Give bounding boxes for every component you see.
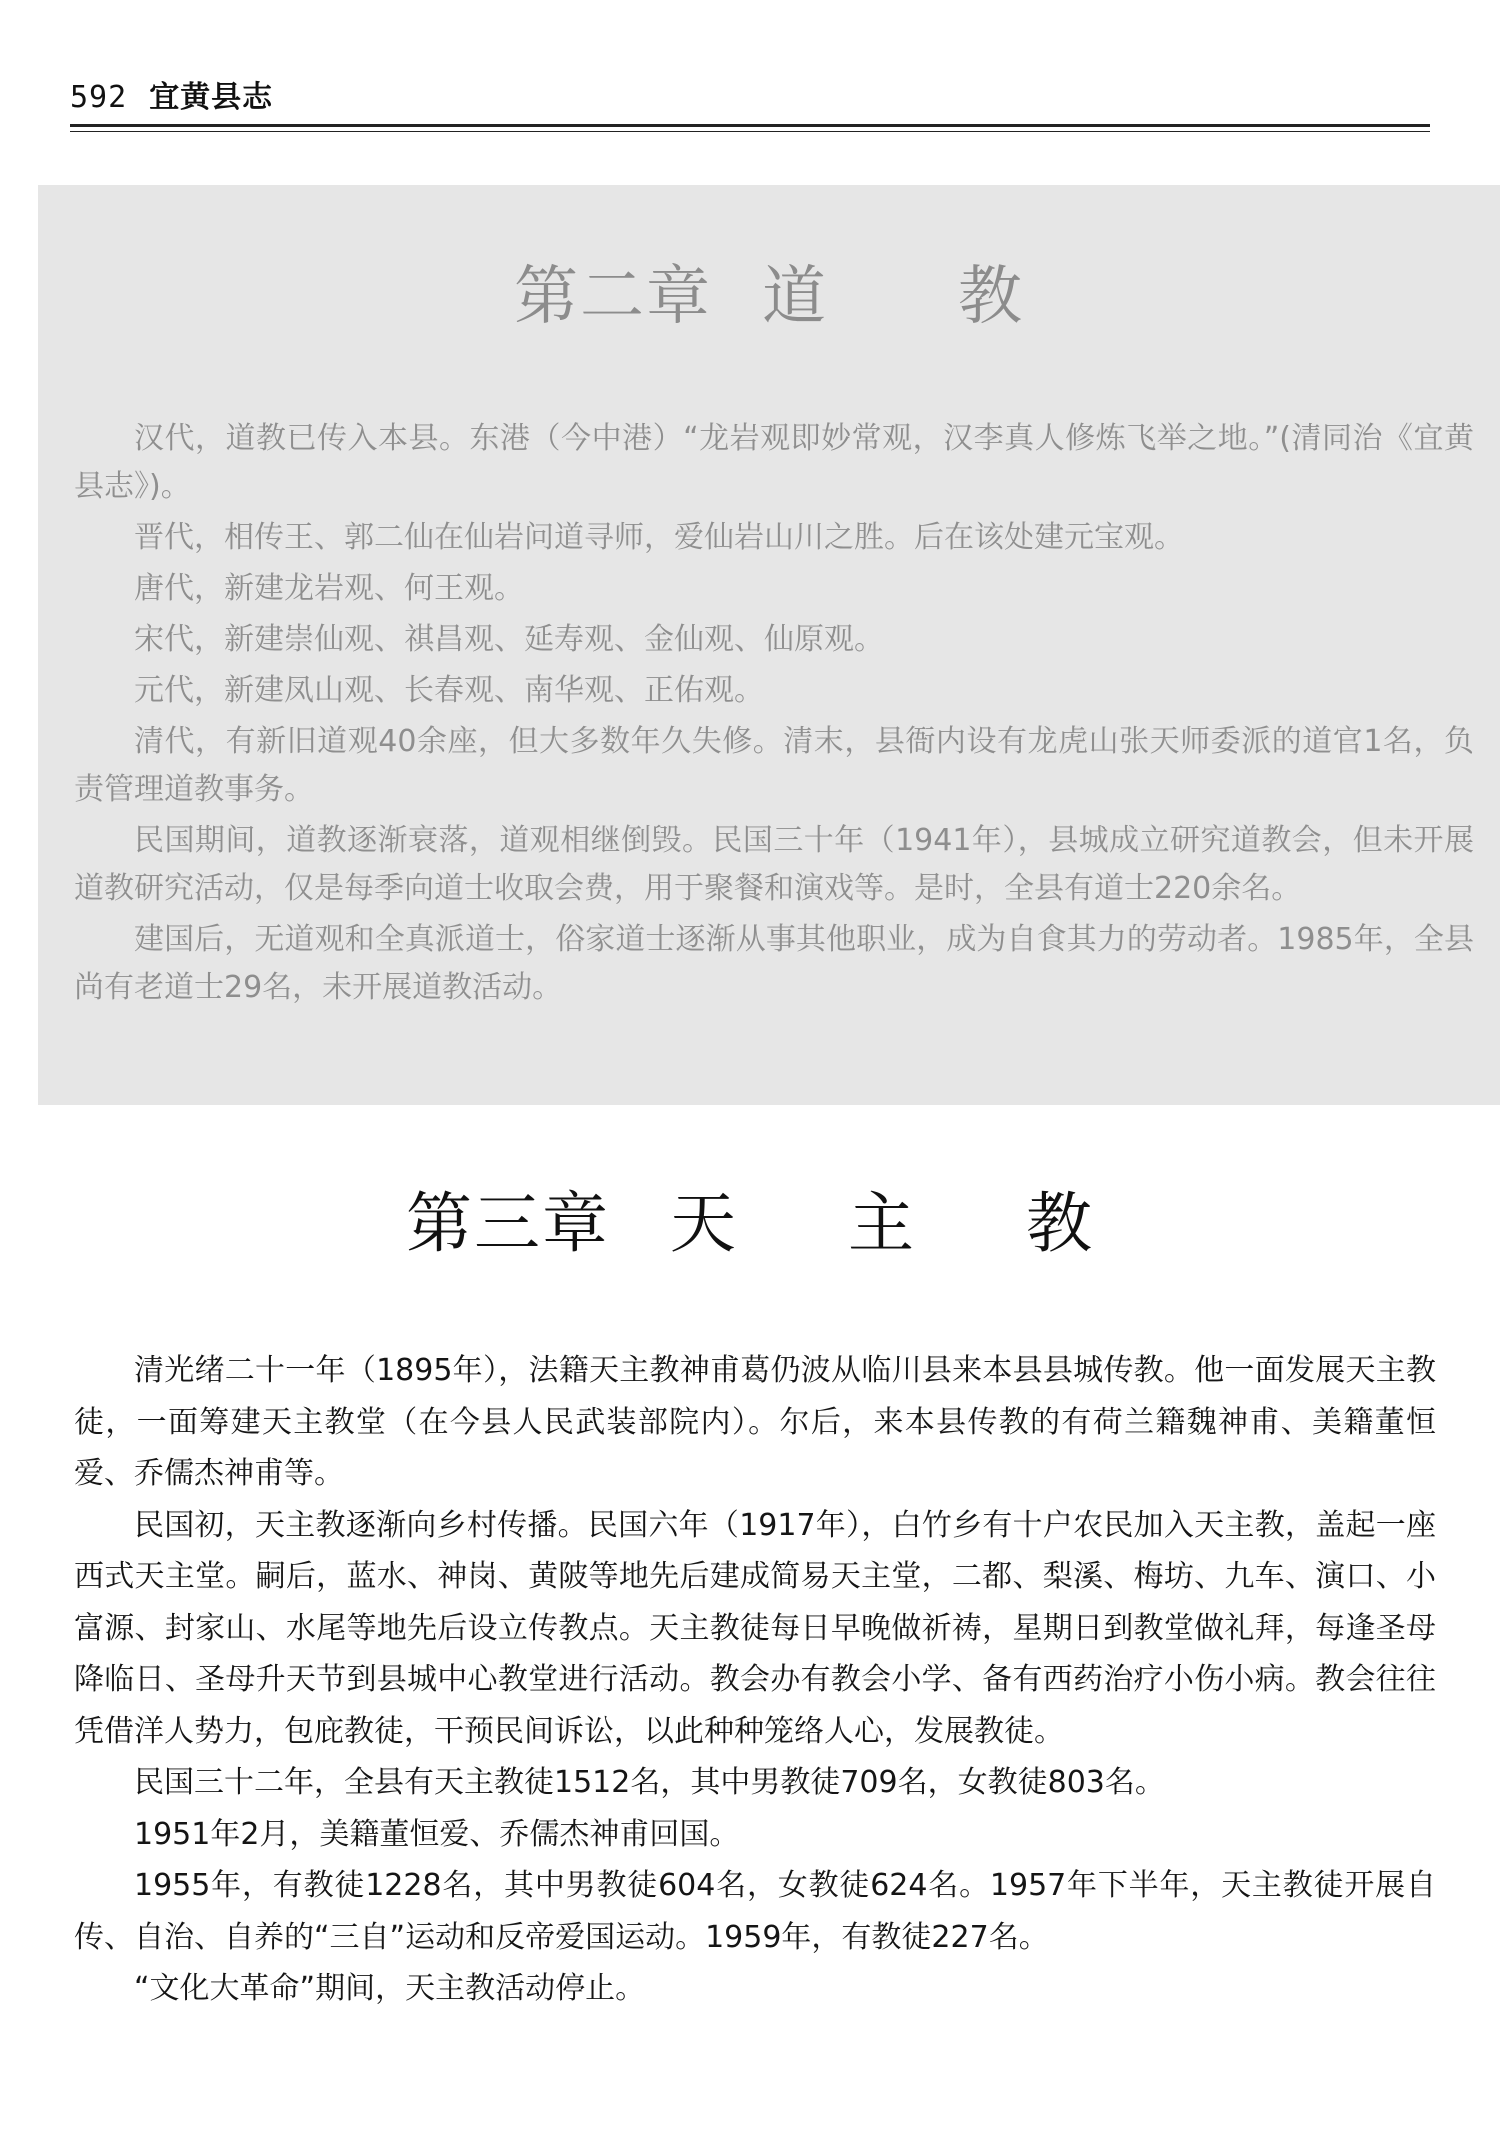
page-number: 592 <box>70 80 128 115</box>
chapter3-paragraph: 1951年2月，美籍董恒爱、乔儒杰神甫回国。 <box>134 1816 740 1852</box>
chapter2-title <box>38 245 1500 337</box>
chapter3-paragraph: 民国初，天主教逐渐向乡村传播。民国六年（1917年），白竹乡有十户农民加入天主教，盖起一座西式天主堂。嗣后，蓝水、神岗、黄陂等地先后建成简易天主堂，二都、梨溪、梅坊、九车、演口、小富源、封家山、水尾等地先后设立传教点。天主教徒每日早晚做祈祷，星期日到教堂做礼拜，每逢圣母降临日、圣母升天节到县城中心教堂进行活动。教会办有教会小学、备有西药治疗小伤小病。教会往往凭借洋人势力，包庇教徒，干预民间诉讼，以此种种笼络人心，发展教徒。 <box>74 1507 1436 1749</box>
chapter2-paragraph: 晋代，相传王、郭二仙在仙岩问道寻师，爱仙岩山川之胜。后在该处建元宝观。 <box>134 520 1184 555</box>
chapter2-paragraph: 汉代，道教已传入本县。东港（今中港）“龙岩观即妙常观，汉李真人修炼飞举之地。”(清同治《宜黄县志》)。 <box>74 421 1474 504</box>
chapter2-paragraph: 建国后，无道观和全真派道士，俗家道士逐渐从事其他职业，成为自食其力的劳动者。1985年，全县尚有老道士29名，未开展道教活动。 <box>74 922 1474 1005</box>
chapter2-title-word-2: 教 <box>958 260 1024 334</box>
chapter2-body <box>74 415 1474 1015</box>
chapter3-paragraph: 民国三十二年，全县有天主教徒1512名，其中男教徒709名，女教徒803名。 <box>134 1765 1165 1800</box>
chapter3-body <box>74 1345 1436 2015</box>
chapter3-paragraph: 清光绪二十一年（1895年），法籍天主教神甫葛仍波从临川县来本县县城传教。他一面发展天主教徒，一面筹建天主教堂（在今县人民武装部院内）。尔后，来本县传教的有荷兰籍魏神甫、美籍董恒爱、乔儒杰神甫等。 <box>74 1353 1436 1491</box>
header-rule-thin <box>70 131 1430 132</box>
chapter2-paragraph: 清代，有新旧道观40余座，但大多数年久失修。清末，县衙内设有龙虎山张天师委派的道官1名，负责管理道教事务。 <box>74 724 1474 807</box>
chapter2-paragraph: 民国期间，道教逐渐衰落，道观相继倒毁。民国三十年（1941年），县城成立研究道教会，但未开展道教研究活动，仅是每季向道士收取会费，用于聚餐和演戏等。是时，全县有道士220余名。 <box>74 823 1474 906</box>
chapter2-section <box>38 185 1500 1105</box>
chapter3-paragraph: 1955年，有教徒1228名，其中男教徒604名，女教徒624名。1957年下半年，天主教徒开展自传、自治、自养的“三自”运动和反帝爱国运动。1959年，有教徒227名。 <box>74 1868 1436 1955</box>
running-header <box>70 72 1430 116</box>
chapter2-title-word-1: 道 <box>762 260 828 334</box>
chapter3-title-prefix: 第三章 <box>406 1185 610 1262</box>
chapter3-title <box>0 1170 1500 1265</box>
header-rule-thick <box>70 124 1430 127</box>
chapter2-paragraph: 元代，新建凤山观、长春观、南华观、正佑观。 <box>134 673 764 708</box>
chapter3-paragraph: “文化大革命”期间，天主教活动停止。 <box>134 1971 646 2006</box>
chapter3-title-word-1: 天 <box>670 1185 738 1262</box>
chapter2-title-prefix: 第二章 <box>514 260 712 334</box>
chapter2-paragraph: 唐代，新建龙岩观、何王观。 <box>134 571 524 606</box>
chapter3-title-word-2: 主 <box>848 1185 916 1262</box>
chapter2-paragraph: 宋代，新建崇仙观、祺昌观、延寿观、金仙观、仙原观。 <box>134 622 884 657</box>
book-title: 宜黄县志 <box>149 80 274 115</box>
chapter3-title-word-3: 教 <box>1026 1185 1094 1262</box>
